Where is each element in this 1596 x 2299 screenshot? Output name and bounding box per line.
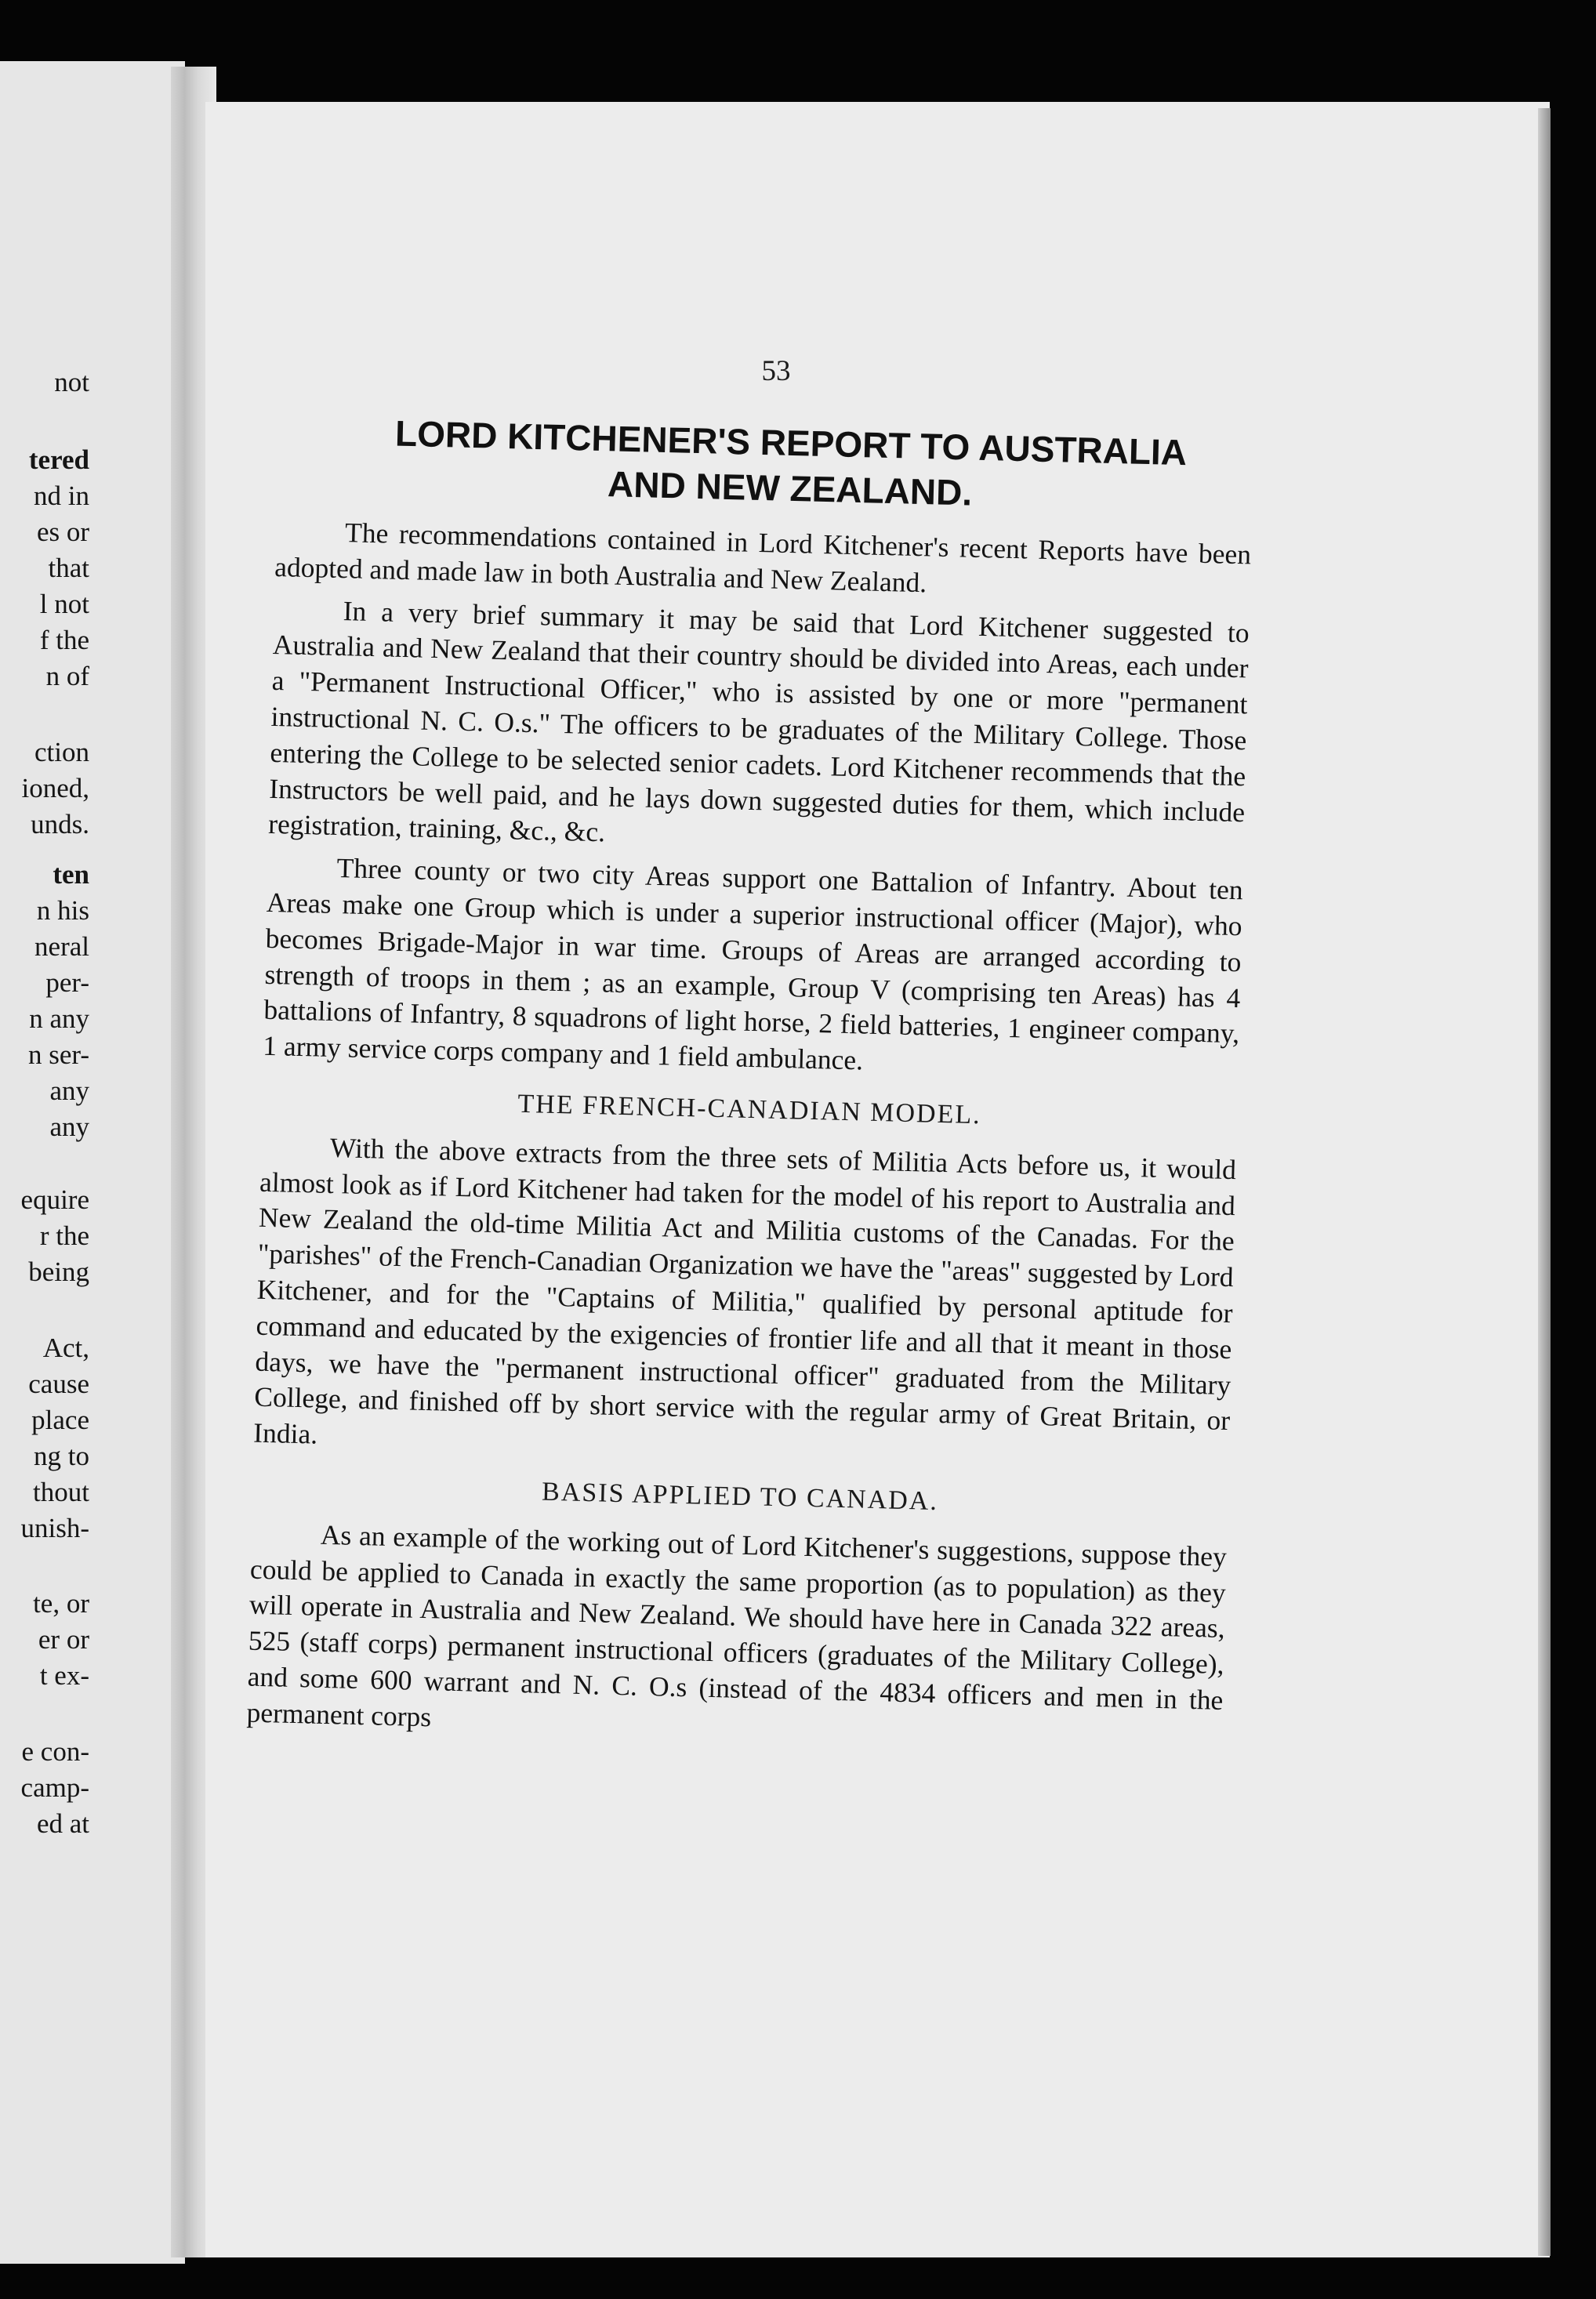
left-page-fragment: n any [29,1003,89,1034]
left-page-fragment: ed at [36,1808,89,1839]
body-text [246,513,1252,1761]
left-page-fragment: n of [45,661,89,691]
left-page-fragment: nd in [34,480,89,511]
left-page-fragment: not [54,367,89,397]
left-page-fragment: te, or [33,1588,89,1619]
left-page-fragment: l not [39,589,89,619]
paragraph: Three county or two city Areas support one Battalion of Infantry. About ten Areas make one Group which is under a superior instructional officer (Major), who becomes Brigade-Major in war time. Groups of Areas are arranged according to strength of troops in them ; as an example, Group V (comprising ten Areas) has 4 battalions of Infantry, 8 squadrons of light horse, 2 field batteries, 1 engineer company, 1 army service corps company and 1 field ambulance. [262,852,1244,1076]
left-page-fragment: that [48,553,89,583]
left-page-fragment: any [49,1075,89,1106]
left-page-fragment: ng to [34,1441,89,1471]
title-line-2: AND NEW ZEALAND. [607,463,973,513]
left-page-fragment: cause [28,1369,89,1399]
left-page-fragment: tered [28,444,89,475]
left-page-fragment: being [28,1256,89,1287]
section-heading-basis: BASIS APPLIED TO CANADA. [541,1477,939,1516]
left-page-fragment: ten [53,859,89,890]
left-page-fragment: r the [39,1220,89,1251]
left-page-fragment: camp- [20,1772,89,1803]
left-page-fragment: f the [39,625,89,655]
paragraph: In a very brief summary it may be said that Lord Kitchener suggested to Australia and New Zealand that their country should be divided into Areas, each under a "Permanent Instructional Officer," who is assisted by one or more "permanent instructional N. C. O.s." The officers to be graduates of the Military College. Those entering the College to be selected senior cadets. Lord Kitchener recommends that the Instructors be well paid, and he lays down suggested duties for them, which include registration, training, &c., &c. [267,594,1250,848]
left-page-fragment: n ser- [27,1039,89,1070]
paragraph: As an example of the working out of Lord Kitchener's suggestions, suppose they could be applied to Canada in exactly the same proportion (as to population) as they will operate in Australia and New Zealand. We should have here in Canada 322 areas, 525 (staff corps) permanent instructional officers (graduates of the Military College), and some 600 warrant and N. C. O.s (instead of the 4834 officers and men in the permanent corps [246,1518,1228,1732]
left-page-fragment: es or [36,517,89,547]
title-line-1: LORD KITCHENER'S REPORT TO AUSTRALIA [394,412,1188,473]
left-page-fragment: unish- [20,1513,89,1543]
left-page-fragment: any [49,1111,89,1142]
left-page-fragment: ioned, [21,773,89,803]
left-page-fragment: er or [38,1624,89,1655]
left-page-fragment: neral [34,931,89,962]
left-page-fragment: ction [34,737,89,767]
left-page-text [0,61,185,2264]
left-page-fragment: n his [36,895,89,926]
left-page-fragment: t ex- [39,1660,89,1691]
page-edge [1538,108,1551,2256]
left-page-fragment: unds. [31,809,89,839]
paragraph: With the above extracts from the three sets of Militia Acts before us, it would almost look as if Lord Kitchener had taken for the model of his report to Australia and New Zealand the old-time Militia Act and Militia customs of the Canadas. For the "parishes" of the French-Canadian Organization we have the "areas" suggested by Lord Kitchener, and for the "Captains of Militia," qualified by personal aptitude for command and educated by the exigencies of frontier life and all that it meant in those days, we have the "permanent instructional officer" graduated from the Military College, and finished off by short service with the regular army of Great Britain, or India. [252,1131,1237,1450]
left-page-fragment: e con- [21,1736,89,1767]
left-page-fragment: Act, [42,1333,89,1363]
left-page-fragment: equire [20,1184,89,1215]
page-number: 53 [761,355,791,387]
left-page-fragment: place [31,1405,89,1435]
paragraph: The recommendations contained in Lord Kitchener's recent Reports have been adopted and made law in both Australia and New Zealand. [274,517,1252,599]
section-heading-french-canadian: THE FRENCH-CANADIAN MODEL. [517,1089,982,1130]
left-page-fragment: thout [33,1477,89,1507]
left-page-fragment: per- [45,967,89,998]
left-page [0,61,185,2264]
